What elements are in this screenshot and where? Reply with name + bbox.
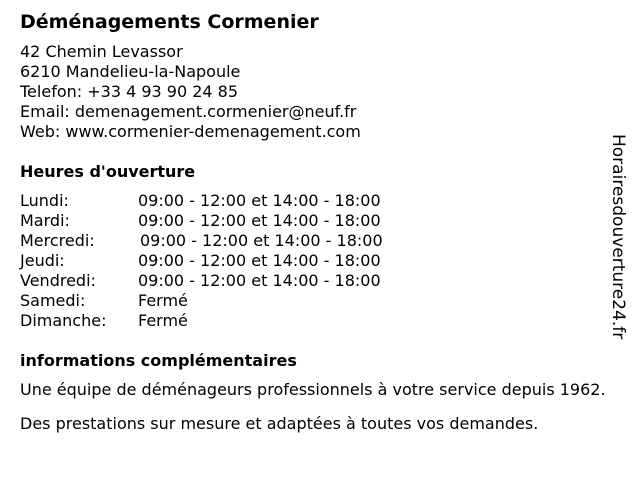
hours-row-sunday xyxy=(20,311,610,331)
info-paragraph-1: Une équipe de déménageurs professionnels à votre service depuis 1962. xyxy=(20,380,606,399)
hours-time: 09:00 - 12:00 et 14:00 - 18:00 xyxy=(138,251,381,270)
hours-time: 09:00 - 12:00 et 14:00 - 18:00 xyxy=(138,191,381,210)
web-line: Web: www.cormenier-demenagement.com xyxy=(20,122,361,141)
hours-day: Dimanche: xyxy=(20,311,107,330)
address-line-2: 6210 Mandelieu-la-Napoule xyxy=(20,62,241,81)
phone-line: Telefon: +33 4 93 90 24 85 xyxy=(20,82,239,101)
business-name: Déménagements Cormenier xyxy=(20,11,319,33)
hours-row-monday xyxy=(20,191,610,211)
address-line-1: 42 Chemin Levassor xyxy=(20,42,183,61)
hours-row-wednesday xyxy=(20,231,610,251)
hours-time: Fermé xyxy=(138,291,188,310)
info-heading: informations complémentaires xyxy=(20,351,297,370)
email-line: Email: demenagement.cormenier@neuf.fr xyxy=(20,102,357,121)
hours-heading: Heures d'ouverture xyxy=(20,162,196,181)
info-paragraph-2: Des prestations sur mesure et adaptées à toutes vos demandes. xyxy=(20,414,539,433)
hours-day: Lundi: xyxy=(20,191,69,210)
hours-row-saturday xyxy=(20,291,610,311)
hours-day: Vendredi: xyxy=(20,271,96,290)
hours-row-friday xyxy=(20,271,610,291)
hours-time: 09:00 - 12:00 et 14:00 - 18:00 xyxy=(138,211,381,230)
hours-time: Fermé xyxy=(138,311,188,330)
hours-day: Mardi: xyxy=(20,211,70,230)
hours-day: Mercredi: xyxy=(20,231,95,250)
hours-row-tuesday xyxy=(20,211,610,231)
site-brand-vertical: Horairesdouverture24.fr xyxy=(608,134,628,340)
contact-block xyxy=(20,42,610,142)
hours-table xyxy=(20,191,610,331)
hours-time: 09:00 - 12:00 et 14:00 - 18:00 xyxy=(138,271,381,290)
hours-day: Jeudi: xyxy=(20,251,65,270)
hours-day: Samedi: xyxy=(20,291,86,310)
hours-time: 09:00 - 12:00 et 14:00 - 18:00 xyxy=(140,231,383,250)
business-card xyxy=(20,10,610,434)
hours-row-thursday xyxy=(20,251,610,271)
